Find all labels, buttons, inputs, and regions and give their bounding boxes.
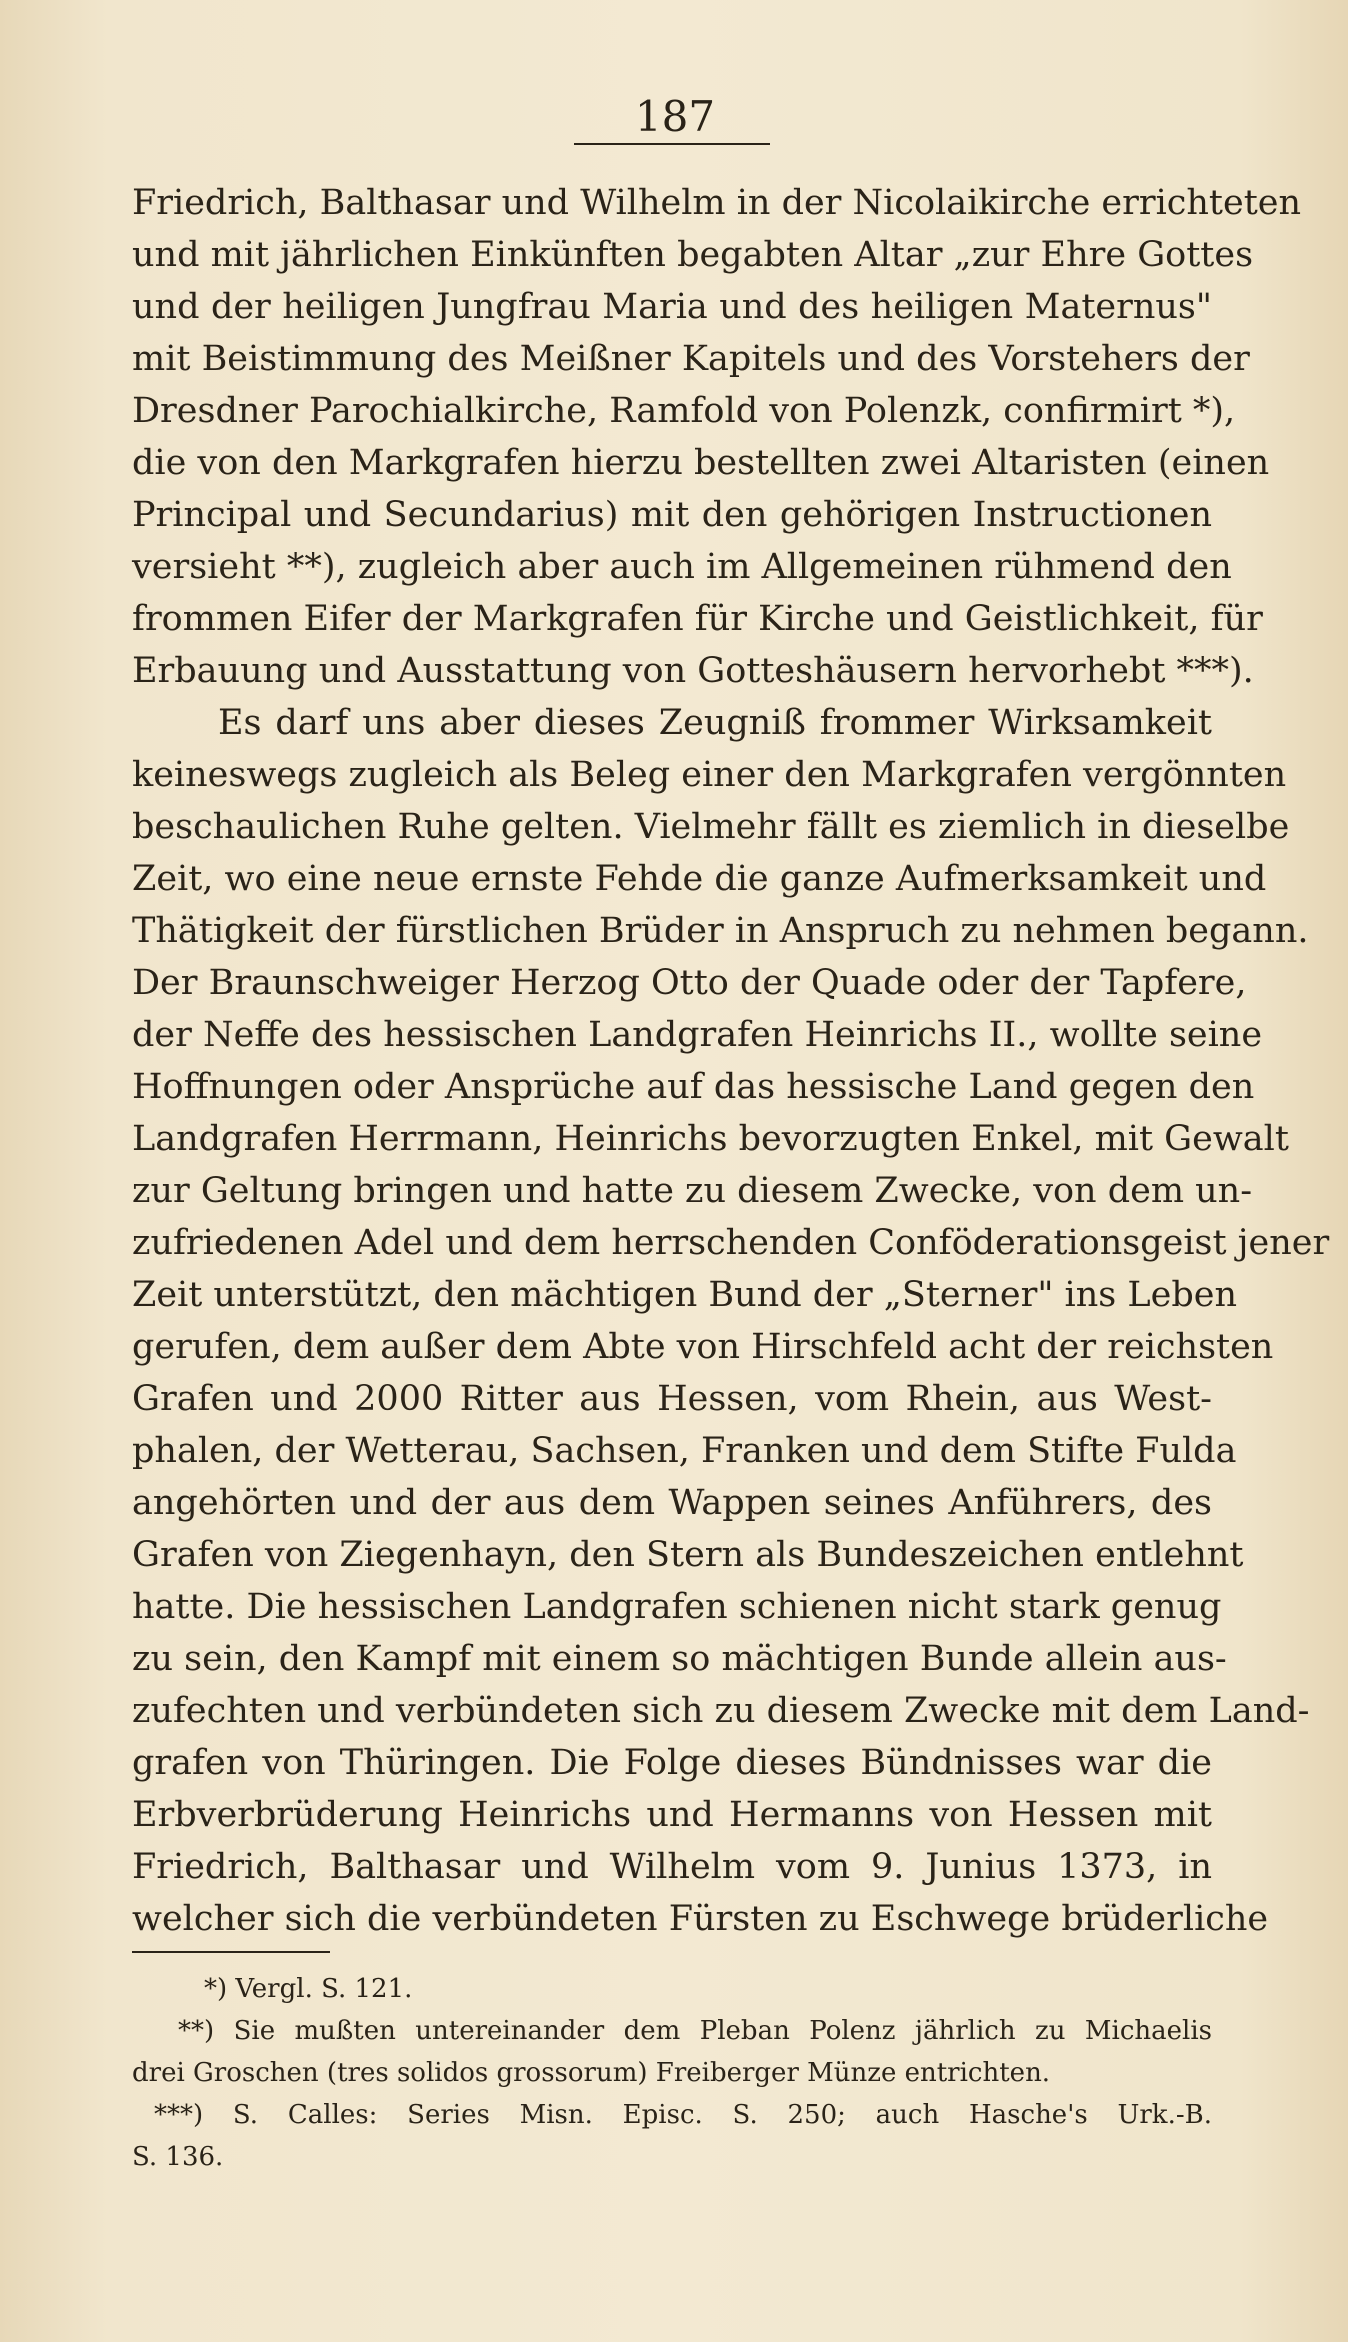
text-line: Grafen von Ziegenhayn, den Stern als Bundeszeichen entlehnt bbox=[132, 1535, 1244, 1575]
text-line: keineswegs zugleich als Beleg einer den Markgrafen vergönnten bbox=[132, 755, 1287, 795]
text-line: mit Beistimmung des Meißner Kapitels und des Vorstehers der bbox=[132, 339, 1250, 379]
text-line: zufriedenen Adel und dem herrschenden Conföderationsgeist jener bbox=[132, 1223, 1330, 1263]
footnote-3-line-1: ***) S. Calles: Series Misn. Episc. S. 250; auch Hasche's Urk.-B. bbox=[154, 2100, 1212, 2130]
text-line: zufechten und verbündeten sich zu diesem Zwecke mit dem Land- bbox=[132, 1691, 1310, 1731]
text-line: Zeit unterstützt, den mächtigen Bund der „Sterner" ins Leben bbox=[132, 1275, 1237, 1315]
text-line: zur Geltung bringen und hatte zu diesem Zwecke, von dem un- bbox=[132, 1171, 1253, 1211]
text-line: Zeit, wo eine neue ernste Fehde die ganze Aufmerksamkeit und bbox=[132, 859, 1267, 899]
text-line: Der Braunschweiger Herzog Otto der Quade oder der Tapfere, bbox=[132, 963, 1247, 1003]
body-text bbox=[132, 177, 1330, 1945]
text-line: und der heiligen Jungfrau Maria und des heiligen Maternus" bbox=[132, 287, 1212, 327]
text-line: Grafen und 2000 Ritter aus Hessen, vom Rhein, aus West- bbox=[132, 1379, 1212, 1419]
footnote-3-line-2: S. 136. bbox=[132, 2142, 224, 2172]
text-line: Dresdner Parochialkirche, Ramfold von Polenzk, confirmirt *), bbox=[132, 391, 1236, 431]
text-line: Es darf uns aber dieses Zeugniß frommer Wirksamkeit bbox=[218, 703, 1212, 743]
text-line: versieht **), zugleich aber auch im Allgemeinen rühmend den bbox=[132, 547, 1232, 587]
footnote-2-line-2: drei Groschen (tres solidos grossorum) Freiberger Münze entrichten. bbox=[132, 2058, 1051, 2088]
header-rule bbox=[574, 143, 770, 145]
text-line: zu sein, den Kampf mit einem so mächtigen Bunde allein aus- bbox=[132, 1639, 1227, 1679]
text-line: Friedrich, Balthasar und Wilhelm in der Nicolaikirche errichteten bbox=[132, 183, 1302, 223]
text-line: grafen von Thüringen. Die Folge dieses Bündnisses war die bbox=[132, 1743, 1212, 1783]
text-line: Landgrafen Herrmann, Heinrichs bevorzugten Enkel, mit Gewalt bbox=[132, 1119, 1289, 1159]
text-line: die von den Markgrafen hierzu bestellten zwei Altaristen (einen bbox=[132, 443, 1270, 483]
text-line: welcher sich die verbündeten Fürsten zu Eschwege brüderliche bbox=[132, 1899, 1269, 1939]
text-line: Thätigkeit der fürstlichen Brüder in Anspruch zu nehmen begann. bbox=[132, 911, 1309, 951]
text-line: Friedrich, Balthasar und Wilhelm vom 9. Junius 1373, in bbox=[132, 1847, 1212, 1887]
text-line: phalen, der Wetterau, Sachsen, Franken und dem Stifte Fulda bbox=[132, 1431, 1237, 1471]
text-line: Erbauung und Ausstattung von Gotteshäusern hervorhebt ***). bbox=[132, 651, 1254, 691]
text-line: Hoffnungen oder Ansprüche auf das hessische Land gegen den bbox=[132, 1067, 1255, 1107]
text-line: Principal und Secundarius) mit den gehörigen Instructionen bbox=[132, 495, 1212, 535]
text-line: der Neffe des hessischen Landgrafen Heinrichs II., wollte seine bbox=[132, 1015, 1263, 1055]
footnotes bbox=[132, 1968, 1212, 2178]
footnote-rule bbox=[132, 1951, 330, 1953]
text-line: frommen Eifer der Markgrafen für Kirche und Geistlichkeit, für bbox=[132, 599, 1263, 639]
page-number: 187 bbox=[634, 92, 716, 141]
text-line: gerufen, dem außer dem Abte von Hirschfeld acht der reichsten bbox=[132, 1327, 1274, 1367]
text-line: und mit jährlichen Einkünften begabten Altar „zur Ehre Gottes bbox=[132, 235, 1254, 275]
text-line: Erbverbrüderung Heinrichs und Hermanns von Hessen mit bbox=[132, 1795, 1212, 1835]
text-line: hatte. Die hessischen Landgrafen schienen nicht stark genug bbox=[132, 1587, 1222, 1627]
text-line: beschaulichen Ruhe gelten. Vielmehr fällt es ziemlich in dieselbe bbox=[132, 807, 1290, 847]
footnote-1: *) Vergl. S. 121. bbox=[204, 1974, 413, 2004]
text-line: angehörten und der aus dem Wappen seines Anführers, des bbox=[132, 1483, 1212, 1523]
footnote-2-line-1: **) Sie mußten untereinander dem Pleban Polenz jährlich zu Michaelis bbox=[178, 2016, 1212, 2046]
